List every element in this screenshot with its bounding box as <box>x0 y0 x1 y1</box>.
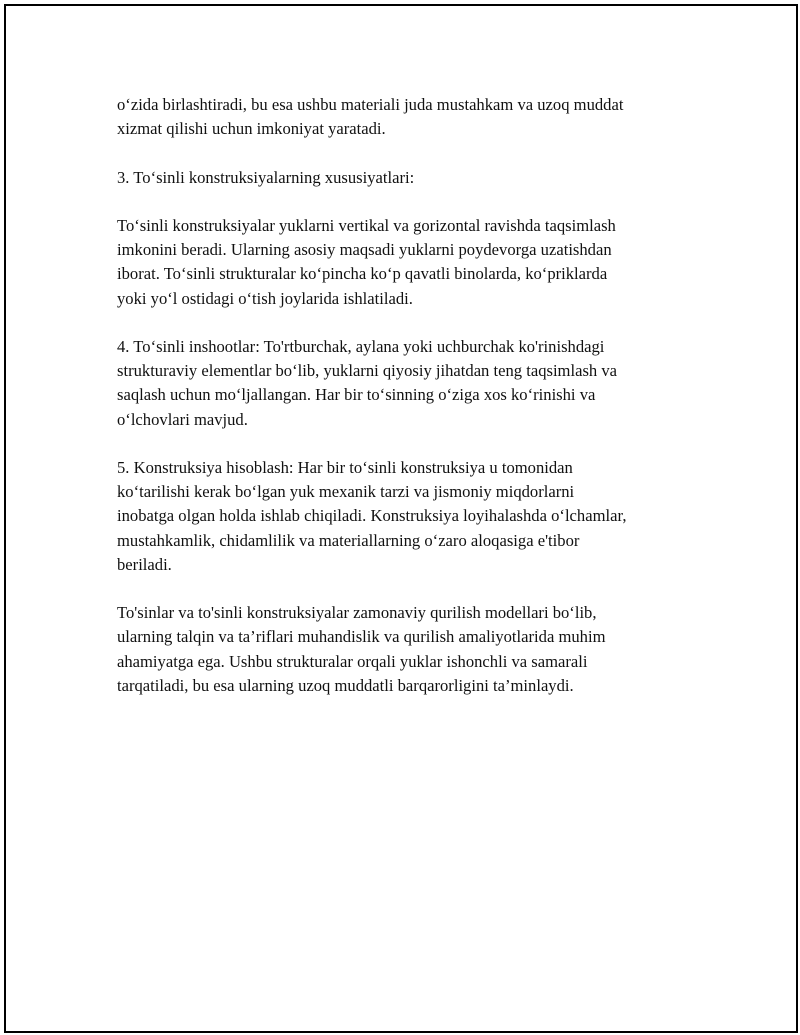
paragraph-section-3: To‘sinli konstruksiyalar yuklarni vertikal va gorizontal ravishda taqsimlash imkonini beradi. Ularning asosiy maqsadi yuklarni poydevorga uzatishdan iborat. To‘sinli strukturalar ko‘pincha ko‘p qavatli binolarda, ko‘priklarda yoki yo‘l ostidagi o‘tish joylarida ishlatiladi. <box>117 215 616 308</box>
paragraph-section-5: 5. Konstruksiya hisoblash: Har bir to‘sinli konstruksiya u tomonidan ko‘tarilishi kerak bo‘lgan yuk mexanik tarzi va jismoniy miqdorlarni inobatga olgan holda ishlab chiqiladi. Konstruksiya loyihalashda o‘lchamlar, mustahkamlik, chidamlilik va materiallarning o‘zaro aloqasiga e'tibor beriladi. <box>117 457 627 574</box>
paragraph-section-4: 4. To‘sinli inshootlar: To'rtburchak, aylana yoki uchburchak ko'rinishdagi strukturaviy elementlar bo‘lib, yuklarni qiyosiy jihatdan teng taqsimlash va saqlash uchun mo‘ljallangan. Har bir to‘sinning o‘ziga xos ko‘rinishi va o‘lchovlari mavjud. <box>117 336 618 429</box>
document-body <box>117 93 707 722</box>
section-heading-3: 3. To‘sinli konstruksiyalarning xususiyatlari: <box>117 167 415 187</box>
paragraph-continuation: o‘zida birlashtiradi, bu esa ushbu materiali juda mustahkam va uzoq muddat xizmat qilishi uchun imkoniyat yaratadi. <box>117 95 624 139</box>
paragraph-conclusion: To'sinlar va to'sinli konstruksiyalar zamonaviy qurilish modellari bo‘lib, ularning talqin va ta’riflari muhandislik va qurilish amaliyotlarida muhim ahamiyatga ega. Ushbu strukturalar orqali yuklar ishonchli va samarali tarqatiladi, bu esa ularning uzoq muddatli barqarorligini ta’minlaydi. <box>117 603 606 695</box>
